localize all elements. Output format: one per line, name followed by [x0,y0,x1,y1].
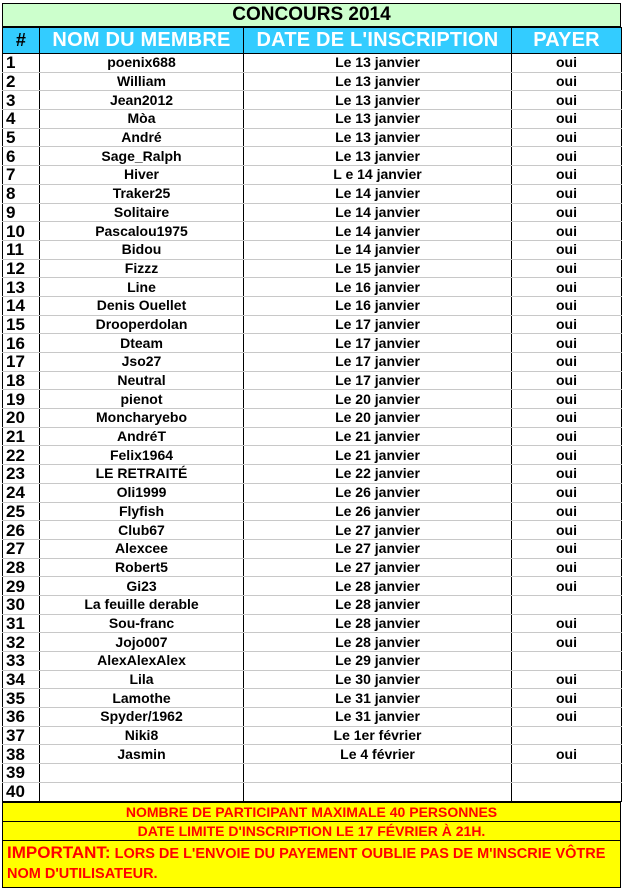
table-row [3,72,622,91]
row-number: 16 [3,334,40,353]
paid-status: oui [512,745,622,764]
registration-date: Le 21 janvier [244,427,512,446]
table-row [3,521,622,540]
table-row [3,259,622,278]
table-row [3,483,622,502]
paid-status: oui [512,371,622,390]
row-number: 11 [3,240,40,259]
paid-status: oui [512,390,622,409]
registration-date: Le 16 janvier [244,278,512,297]
member-name: Traker25 [40,184,244,203]
member-name [40,782,244,801]
registration-date: Le 14 janvier [244,222,512,241]
table-row [3,315,622,334]
registration-date: Le 28 janvier [244,614,512,633]
table-row [3,184,622,203]
member-name: Spyder/1962 [40,708,244,727]
row-number: 38 [3,745,40,764]
row-number: 1 [3,54,40,73]
members-table-body [3,54,622,802]
table-row [3,782,622,801]
header-number: # [3,28,40,54]
registration-date: Le 13 janvier [244,72,512,91]
paid-status [512,652,622,671]
paid-status: oui [512,465,622,484]
row-number: 3 [3,91,40,110]
registration-date: Le 4 février [244,745,512,764]
paid-status: oui [512,409,622,428]
member-name: Moncharyebo [40,409,244,428]
registration-date: Le 14 janvier [244,240,512,259]
footer-notes [2,802,621,888]
row-number: 27 [3,539,40,558]
member-name: Club67 [40,521,244,540]
row-number: 6 [3,147,40,166]
header-registration-date: DATE DE L'INSCRIPTION [244,28,512,54]
header-paid: PAYER [512,28,622,54]
registration-date: Le 16 janvier [244,296,512,315]
row-number: 32 [3,633,40,652]
paid-status [512,595,622,614]
paid-status: oui [512,147,622,166]
registration-date: Le 27 janvier [244,539,512,558]
registration-date: Le 14 janvier [244,203,512,222]
member-name: Robert5 [40,558,244,577]
member-name: Sage_Ralph [40,147,244,166]
registration-date: L e 14 janvier [244,166,512,185]
paid-status: oui [512,278,622,297]
paid-status: oui [512,614,622,633]
paid-status: oui [512,633,622,652]
registration-date: Le 15 janvier [244,259,512,278]
paid-status: oui [512,91,622,110]
row-number: 28 [3,558,40,577]
row-number: 10 [3,222,40,241]
important-text: LORS DE L'ENVOIE DU PAYEMENT OUBLIE PAS DE M'INSCRIE VÔTRE NOM D'UTILISATEUR. [7,845,606,882]
row-number: 4 [3,110,40,129]
table-row [3,764,622,783]
paid-status: oui [512,296,622,315]
registration-date: Le 28 janvier [244,633,512,652]
row-number: 12 [3,259,40,278]
member-name: La feuille derable [40,595,244,614]
registration-date: Le 14 janvier [244,184,512,203]
paid-status: oui [512,222,622,241]
registration-date: Le 27 janvier [244,558,512,577]
registration-date: Le 20 janvier [244,390,512,409]
member-name: Drooperdolan [40,315,244,334]
member-name: Sou-franc [40,614,244,633]
table-row [3,446,622,465]
member-name: Solitaire [40,203,244,222]
table-row [3,296,622,315]
paid-status: oui [512,446,622,465]
registration-date: Le 13 janvier [244,128,512,147]
member-name: Pascalou1975 [40,222,244,241]
row-number: 36 [3,708,40,727]
registration-date: Le 20 janvier [244,409,512,428]
table-row [3,465,622,484]
paid-status: oui [512,240,622,259]
row-number: 14 [3,296,40,315]
table-row [3,166,622,185]
registration-date: Le 13 janvier [244,110,512,129]
paid-status: oui [512,502,622,521]
row-number: 8 [3,184,40,203]
registration-date: Le 29 janvier [244,652,512,671]
table-row [3,222,622,241]
member-name: Flyfish [40,502,244,521]
registration-date: Le 28 janvier [244,595,512,614]
paid-status [512,764,622,783]
registration-date: Le 17 janvier [244,315,512,334]
row-number: 20 [3,409,40,428]
table-row [3,502,622,521]
member-name [40,764,244,783]
row-number: 26 [3,521,40,540]
row-number: 33 [3,652,40,671]
row-number: 25 [3,502,40,521]
member-name: Denis Ouellet [40,296,244,315]
member-name: Bidou [40,240,244,259]
member-name: Fizzz [40,259,244,278]
row-number: 34 [3,670,40,689]
registration-date: Le 22 janvier [244,465,512,484]
paid-status: oui [512,521,622,540]
registration-date: Le 17 janvier [244,334,512,353]
row-number: 18 [3,371,40,390]
registration-date: Le 13 janvier [244,147,512,166]
row-number: 17 [3,353,40,372]
member-name: Oli1999 [40,483,244,502]
row-number: 35 [3,689,40,708]
paid-status: oui [512,110,622,129]
table-row [3,240,622,259]
table-row [3,54,622,73]
row-number: 23 [3,465,40,484]
row-number: 37 [3,726,40,745]
table-row [3,633,622,652]
paid-status: oui [512,184,622,203]
row-number: 5 [3,128,40,147]
row-number: 7 [3,166,40,185]
paid-status: oui [512,689,622,708]
member-name: William [40,72,244,91]
member-name: Dteam [40,334,244,353]
table-row [3,409,622,428]
header-member-name: NOM DU MEMBRE [40,28,244,54]
member-name: LE RETRAITÉ [40,465,244,484]
registration-date: Le 13 janvier [244,91,512,110]
table-row [3,577,622,596]
row-number: 31 [3,614,40,633]
row-number: 15 [3,315,40,334]
table-row [3,371,622,390]
paid-status: oui [512,203,622,222]
registration-date [244,764,512,783]
table-row [3,390,622,409]
table-row [3,726,622,745]
member-name: André [40,128,244,147]
table-row [3,558,622,577]
paid-status [512,726,622,745]
table-row [3,334,622,353]
table-row [3,147,622,166]
paid-status [512,782,622,801]
registration-date: Le 17 janvier [244,371,512,390]
registration-date [244,782,512,801]
registration-date: Le 1er février [244,726,512,745]
members-table [2,27,622,802]
paid-status: oui [512,577,622,596]
table-row [3,614,622,633]
table-row [3,652,622,671]
table-row [3,128,622,147]
table-row [3,539,622,558]
table-row [3,427,622,446]
sheet-title: CONCOURS 2014 [2,3,621,27]
registration-date: Le 17 janvier [244,353,512,372]
row-number: 24 [3,483,40,502]
table-row [3,595,622,614]
member-name: AlexAlexAlex [40,652,244,671]
member-name: Jojo007 [40,633,244,652]
registration-date: Le 28 janvier [244,577,512,596]
registration-date: Le 31 janvier [244,689,512,708]
registration-date: Le 27 janvier [244,521,512,540]
member-name: Mòa [40,110,244,129]
member-name: Lamothe [40,689,244,708]
member-name: Jean2012 [40,91,244,110]
registration-date: Le 13 janvier [244,54,512,73]
paid-status: oui [512,708,622,727]
registration-date: Le 30 janvier [244,670,512,689]
paid-status: oui [512,670,622,689]
deadline-note: DATE LIMITE D'INSCRIPTION LE 17 FÉVRIER À 21H. [3,821,620,840]
member-name: pienot [40,390,244,409]
paid-status: oui [512,427,622,446]
row-number: 30 [3,595,40,614]
table-row [3,203,622,222]
row-number: 40 [3,782,40,801]
table-row [3,91,622,110]
row-number: 39 [3,764,40,783]
member-name: Hiver [40,166,244,185]
paid-status: oui [512,558,622,577]
paid-status: oui [512,539,622,558]
table-row [3,689,622,708]
paid-status: oui [512,54,622,73]
important-note [3,840,620,887]
member-name: Line [40,278,244,297]
member-name: AndréT [40,427,244,446]
table-header-row [3,28,622,54]
paid-status: oui [512,166,622,185]
paid-status: oui [512,353,622,372]
paid-status: oui [512,128,622,147]
row-number: 13 [3,278,40,297]
member-name: Felix1964 [40,446,244,465]
member-name: Jasmin [40,745,244,764]
paid-status: oui [512,72,622,91]
table-row [3,670,622,689]
member-name: Gi23 [40,577,244,596]
paid-status: oui [512,259,622,278]
table-row [3,110,622,129]
paid-status: oui [512,483,622,502]
member-name: Niki8 [40,726,244,745]
member-name: Lila [40,670,244,689]
row-number: 21 [3,427,40,446]
paid-status: oui [512,334,622,353]
member-name: poenix688 [40,54,244,73]
member-name: Alexcee [40,539,244,558]
registration-date: Le 31 janvier [244,708,512,727]
important-label: IMPORTANT: [7,842,111,862]
table-row [3,745,622,764]
max-participants-note: NOMBRE DE PARTICIPANT MAXIMALE 40 PERSONNES [3,802,620,821]
registration-date: Le 26 janvier [244,483,512,502]
row-number: 9 [3,203,40,222]
table-row [3,278,622,297]
contest-sheet [2,3,621,888]
registration-date: Le 21 janvier [244,446,512,465]
table-row [3,353,622,372]
row-number: 29 [3,577,40,596]
paid-status: oui [512,315,622,334]
row-number: 2 [3,72,40,91]
row-number: 19 [3,390,40,409]
registration-date: Le 26 janvier [244,502,512,521]
table-row [3,708,622,727]
member-name: Neutral [40,371,244,390]
member-name: Jso27 [40,353,244,372]
row-number: 22 [3,446,40,465]
